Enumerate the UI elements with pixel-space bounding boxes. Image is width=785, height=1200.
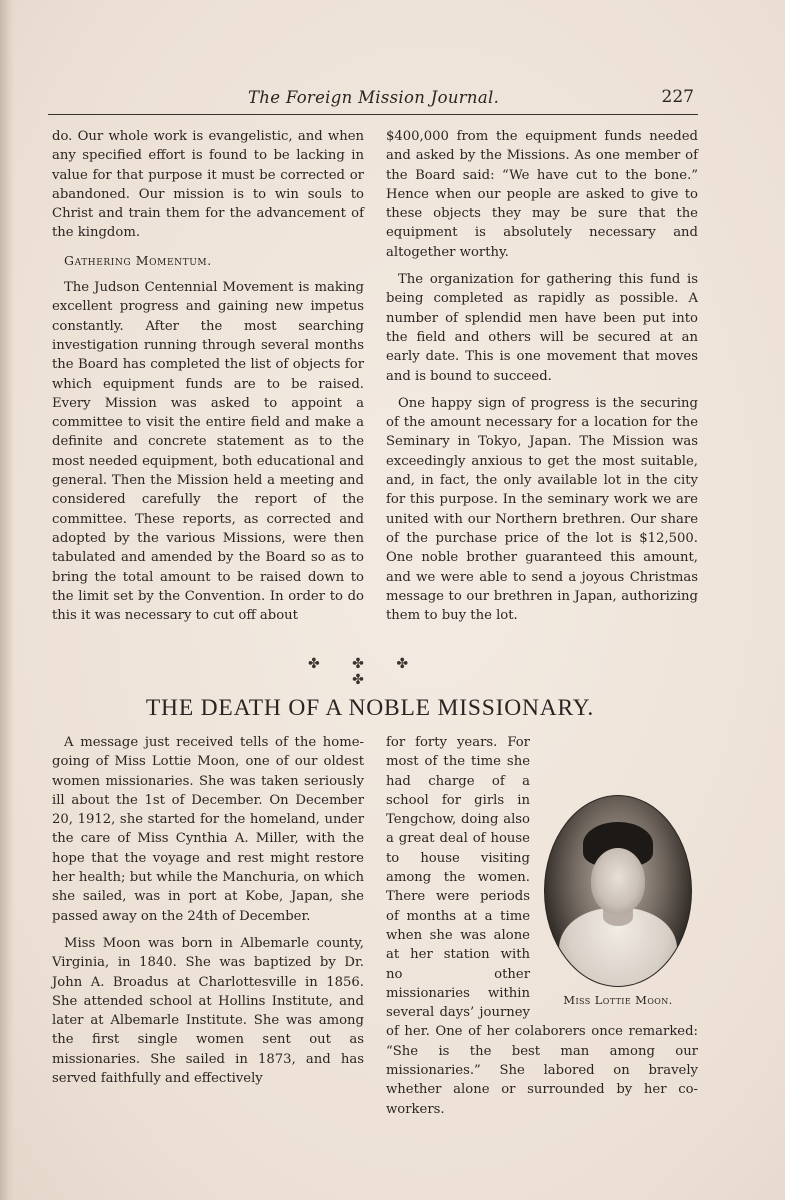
right-column-top xyxy=(386,127,698,625)
article-left-paragraph-2: Miss Moon was born in Albemarle county, Virginia, in 1840. She was baptized by Dr. John A. Broadus at Charlottesville in 1856. She attended school at Hollins Institute, and later at Albemarle Institute. She was among the first single women sent out as missionaries. She sailed in 1873, and has served faithfully and effectively xyxy=(52,935,364,1087)
journal-title: The Foreign Mission Journal. xyxy=(248,88,500,107)
section-ornament: ✤ ✤ ✤ ✤ xyxy=(307,656,423,688)
page-number: 227 xyxy=(661,87,694,107)
article-right-paragraph-1: for forty years. For most of the time she had charge of a school for girls in Tengchow, doing also a great deal of house to house visiting among the women. There were periods of months at a time when she was alone at her station with no other missionaries within several days’ journey of her. One of her colaborers once remarked: “She is the best man among our missionaries.” She labored on bravely whether alone or surrounded by her co-workers. xyxy=(386,735,698,1117)
portrait-face xyxy=(591,848,645,914)
left-paragraph-1: do. Our whole work is evangelistic, and when any specified effort is found to be lacking in value for that purpose it must be corrected or abandoned. Our mission is to win souls to Christ and train them for the advancement of the kingdom. xyxy=(52,129,364,241)
article-right-column xyxy=(386,733,698,1119)
article-left-paragraph-1: A message just received tells of the home-going of Miss Lottie Moon, one of our oldest women missionaries. She was taken seriously ill about the 1st of December. On December 20, 1912, she started for the homeland, under the care of Miss Cynthia A. Miller, with the hope that the voyage and rest might restore her health; but while the Manchuria, on which she sailed, was in port at Kobe, Japan, she passed away on the 24th of December. xyxy=(52,735,364,924)
portrait-photo xyxy=(544,795,692,987)
article-title: THE DEATH OF A NOBLE MISSIONARY. xyxy=(145,695,595,721)
page-binding-shadow xyxy=(0,0,14,1200)
portrait-figure xyxy=(538,795,698,1011)
left-column-top xyxy=(52,127,364,625)
right-paragraph-2: The organization for gathering this fund is being completed as rapidly as possible. A number of splendid men have been put into the field and others will be secured at an early date. This is one movement that moves and is bound to succeed. xyxy=(386,272,698,384)
portrait-caption: Miss Lottie Moon. xyxy=(563,993,673,1007)
article-left-column xyxy=(52,733,364,1088)
running-head xyxy=(48,86,698,115)
right-paragraph-1: $400,000 from the equipment funds needed and asked by the Missions. As one member of the Board said: “We have cut to the bone.” Hence when our people are asked to give to these objects they may be sure that the equipment is absolutely necessary and altogether worthy. xyxy=(386,129,698,260)
right-paragraph-3: One happy sign of progress is the securing of the amount necessary for a location for the Seminary in Tokyo, Japan. The Mission was exceedingly anxious to get the most suitable, and, in fact, the only available lot in the city for this purpose. In the seminary work we are united with our Northern brethren. Our share of the purchase price of the lot is $12,500. One noble brother guaranteed this amount, and we were able to send a joyous Christmas message to our brethren in Japan, authorizing them to buy the lot. xyxy=(386,395,698,624)
section-subheading: Gathering Momentum. xyxy=(64,252,212,268)
left-paragraph-2: The Judson Centennial Movement is making excellent progress and gaining new impetus constantly. After the most searching investigation running through several months the Board has completed the list of objects for which equipment funds are to be raised. Every Mission was asked to appoint a committee to visit the entire field and make a definite and concrete statement as to the most needed equipment, both educational and general. Then the Mission held a meeting and considered carefully the report of the committee. These reports, as corrected and adopted by the various Missions, were then tabulated and amended by the Board so as to bring the total amount to be raised down to the limit set by the Convention. In order to do this it was necessary to cut off about xyxy=(52,280,364,624)
